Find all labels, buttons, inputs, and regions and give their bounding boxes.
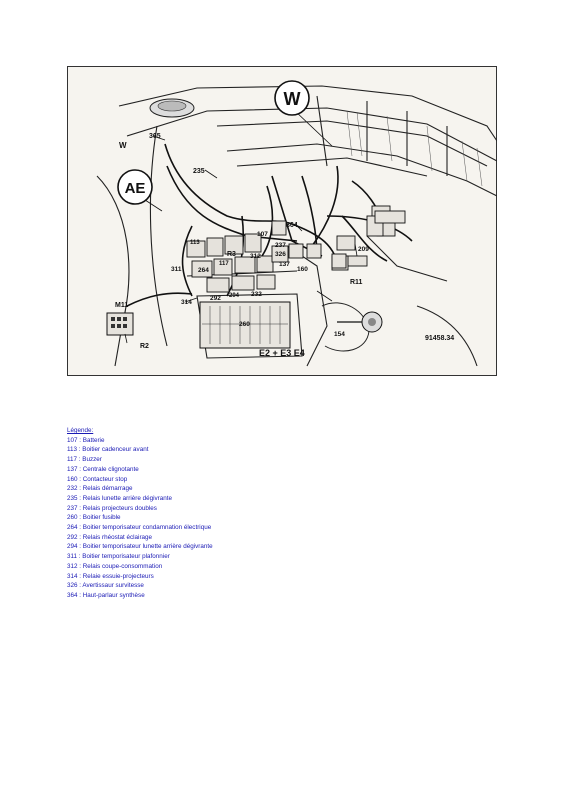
callout-m11: M11 <box>115 302 129 309</box>
callout-364: 364 <box>286 222 298 229</box>
legend-item: 364 : Haut-parlaur synthèse <box>67 591 145 599</box>
legend-item: 312 : Relais coupe-consommation <box>67 562 163 570</box>
legend-item: 232 : Relais démarrage <box>67 485 133 493</box>
callout-113: 113 <box>190 240 200 246</box>
callout-314: 314 <box>181 299 192 306</box>
legend-item: 260 : Boitier fusible <box>67 514 121 522</box>
connector-m11 <box>107 313 133 335</box>
callout-160: 160 <box>297 266 308 273</box>
callout-264: 264 <box>198 267 209 274</box>
callout-107: 107 <box>257 231 268 238</box>
legend-item: 292 : Relais rhéostat éclairage <box>67 533 153 541</box>
callout-312: 312 <box>250 253 261 260</box>
legend-title: Légende: <box>67 427 94 434</box>
legend-item: 294 : Boitier temporisateur lunette arrière dégivrante <box>67 543 213 551</box>
callout-r3: R3 <box>227 251 236 258</box>
callout-137: 137 <box>279 261 290 268</box>
legend-item: 314 : Relaie essuie-projecteurs <box>67 572 154 580</box>
legend-item: 160 : Contacteur stop <box>67 475 128 483</box>
wiring-diagram-drawing <box>67 66 497 376</box>
callout-294: 294 <box>229 293 240 299</box>
callout-235: 235 <box>193 168 205 175</box>
callout-209: 209 <box>358 246 369 253</box>
callout-232: 232 <box>251 291 262 298</box>
callout-260: 260 <box>239 321 250 328</box>
callout-ae: AE <box>124 180 146 197</box>
callout-117: 117 <box>219 261 229 267</box>
variant-label: E2 + E3 E4 <box>259 348 305 358</box>
legend-item: 235 : Relais lunette arrière dégivrante <box>67 494 173 502</box>
wheel-mark-label: W <box>119 141 127 150</box>
callout-154: 154 <box>334 331 345 338</box>
legend-item: 107 : Batterie <box>67 436 105 444</box>
legend-item: 117 : Buzzer <box>67 456 102 464</box>
legend-item: 264 : Boitier temporisateur condamnation électrique <box>67 524 212 532</box>
legend-item: 311 : Boitier temporisateur plafonnier <box>67 553 170 561</box>
legend-item: 326 : Avertissaur survitesse <box>67 582 144 590</box>
legend <box>67 426 467 601</box>
callout-w: W <box>283 89 301 109</box>
callout-311: 311 <box>171 266 182 273</box>
callout-r11: R11 <box>350 279 363 286</box>
legend-item: 237 : Relais projecteurs doubles <box>67 504 157 512</box>
callout-292: 292 <box>210 295 221 302</box>
legend-item: 113 : Boitier cadenceur avant <box>67 446 149 454</box>
callout-326: 326 <box>275 251 286 258</box>
wiring-diagram-figure <box>67 66 497 376</box>
callout-237: 237 <box>275 242 286 249</box>
callout-365: 365 <box>149 133 161 140</box>
callout-r2: R2 <box>140 343 149 350</box>
figure-reference-number: 91458.34 <box>425 335 455 342</box>
legend-item: 137 : Centrale clignotante <box>67 465 139 473</box>
